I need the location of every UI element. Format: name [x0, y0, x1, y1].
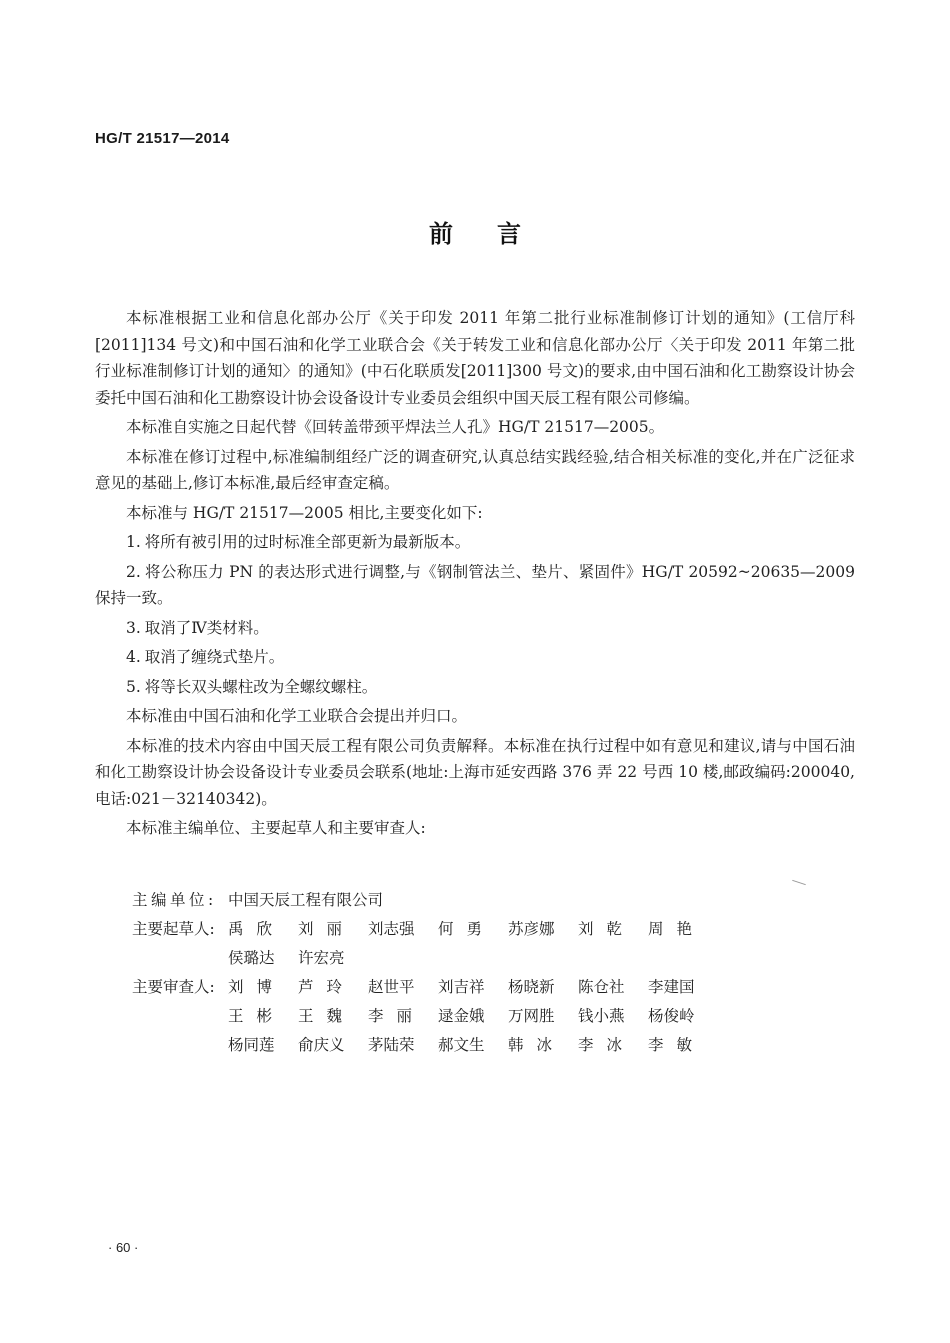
change-item [95, 644, 855, 671]
paragraph-basis: 本标准根据工业和信息化部办公厅《关于印发 2011 年第二批行业标准制修订计划的通知》(工信厅科[2011]134 号文)和中国石油和化学工业联合会《关于转发工业和信息化部办公厅〈关于印发 2011 年第二批行业标准制修订计划的通知〉的通知》(中石化联质发[2011]300 号文)的要求,由中国石油和化工勘察设计协会委托中国石油和化工勘察设计协会设备设计专业委员会组织中国天辰工程有限公司修编。 [95, 309, 855, 407]
reviewer-name: 李丽 [368, 1007, 426, 1025]
reviewer-name: 刘吉祥 [438, 978, 485, 996]
change-item-text: 取消了缠绕式垫片。 [144, 648, 285, 666]
drafter-name: 侯璐达 [228, 949, 275, 967]
drafters-row [132, 915, 752, 973]
reviewer-name: 逯金娥 [438, 1007, 485, 1025]
paragraph-proposer: 本标准由中国石油和化学工业联合会提出并归口。 [126, 707, 468, 725]
drafter-name: 禹欣 [228, 920, 286, 938]
paragraph-staff-intro: 本标准主编单位、主要起草人和主要审查人: [126, 819, 426, 837]
reviewer-name: 李敏 [648, 1036, 706, 1054]
reviewer-name: 万网胜 [508, 1007, 555, 1025]
reviewer-name: 茅陆荣 [368, 1036, 415, 1054]
standard-number: HG/T 21517—2014 [95, 130, 230, 147]
change-item-text: 取消了Ⅳ类材料。 [144, 618, 269, 637]
change-item [95, 674, 855, 701]
chief-unit-label: 主编单位: [132, 891, 217, 909]
change-item-text: 将公称压力 PN 的表达形式进行调整,与《钢制管法兰、垫片、紧固件》HG/T 20592~20635—2009 保持一致。 [95, 562, 855, 607]
drafter-name: 刘丽 [298, 920, 356, 938]
reviewer-name: 杨俊岭 [648, 1007, 695, 1025]
paragraph-interpretation: 本标准的技术内容由中国天辰工程有限公司负责解释。本标准在执行过程中如有意见和建议,请与中国石油和化工勘察设计协会设备设计专业委员会联系(地址:上海市延安西路 376 弄 22 号西 10 楼,邮政编码:200040,电话:021－32140342)。 [95, 736, 855, 808]
drafters-label: 主要起草人: [132, 920, 215, 938]
reviewers-label: 主要审查人: [132, 978, 215, 996]
reviewers-row [132, 973, 752, 1060]
paragraph-changes-intro: 本标准与 HG/T 21517—2005 相比,主要变化如下: [126, 503, 483, 522]
drafter-name: 苏彦娜 [508, 920, 555, 938]
reviewer-name: 钱小燕 [578, 1007, 625, 1025]
change-item [95, 559, 855, 612]
reviewer-name: 刘博 [228, 978, 286, 996]
reviewer-name: 王魏 [298, 1007, 356, 1025]
reviewer-name: 杨同莲 [228, 1036, 275, 1054]
drafter-name: 刘乾 [578, 920, 636, 938]
reviewer-name: 李冰 [578, 1036, 636, 1054]
change-item [95, 529, 855, 556]
change-item-number: 3. [126, 618, 141, 637]
reviewer-name: 李建国 [648, 978, 695, 996]
change-item-text: 将所有被引用的过时标准全部更新为最新版本。 [144, 533, 471, 551]
page-number: · 60 · [108, 1240, 139, 1255]
drafter-name: 何勇 [438, 920, 496, 938]
reviewer-name: 陈仓社 [578, 978, 625, 996]
reviewer-name: 韩冰 [508, 1036, 566, 1054]
drafter-name: 周艳 [648, 920, 706, 938]
drafters-names [228, 915, 718, 973]
reviewer-name: 赵世平 [368, 978, 415, 996]
staff-list [132, 886, 752, 1060]
change-item-number: 1. [126, 533, 141, 551]
reviewer-name: 杨晓新 [508, 978, 555, 996]
reviewer-name: 芦玲 [298, 978, 356, 996]
change-item-text: 将等长双头螺柱改为全螺纹螺柱。 [144, 677, 378, 696]
change-item-number: 2. [126, 562, 141, 581]
drafter-name: 刘志强 [368, 920, 415, 938]
reviewers-names [228, 973, 718, 1060]
chief-unit-row [132, 886, 752, 915]
reviewer-name: 王彬 [228, 1007, 286, 1025]
chief-unit-name: 中国天辰工程有限公司 [228, 891, 384, 909]
paragraph-replaces: 本标准自实施之日起代替《回转盖带颈平焊法兰人孔》HG/T 21517—2005。 [126, 418, 665, 436]
paragraph-revision-process: 本标准在修订过程中,标准编制组经广泛的调查研究,认真总结实践经验,结合相关标准的变化,并在广泛征求意见的基础上,修订本标准,最后经审查定稿。 [95, 447, 855, 492]
change-item [95, 615, 855, 642]
reviewer-name: 俞庆义 [298, 1036, 345, 1054]
page-title: 前言 [429, 219, 565, 248]
change-item-number: 4. [126, 648, 141, 666]
change-item-number: 5. [126, 677, 141, 696]
drafter-name: 许宏亮 [298, 949, 345, 967]
preface-body [95, 305, 855, 842]
reviewer-name: 郝文生 [438, 1036, 485, 1054]
scan-speck [792, 880, 806, 885]
